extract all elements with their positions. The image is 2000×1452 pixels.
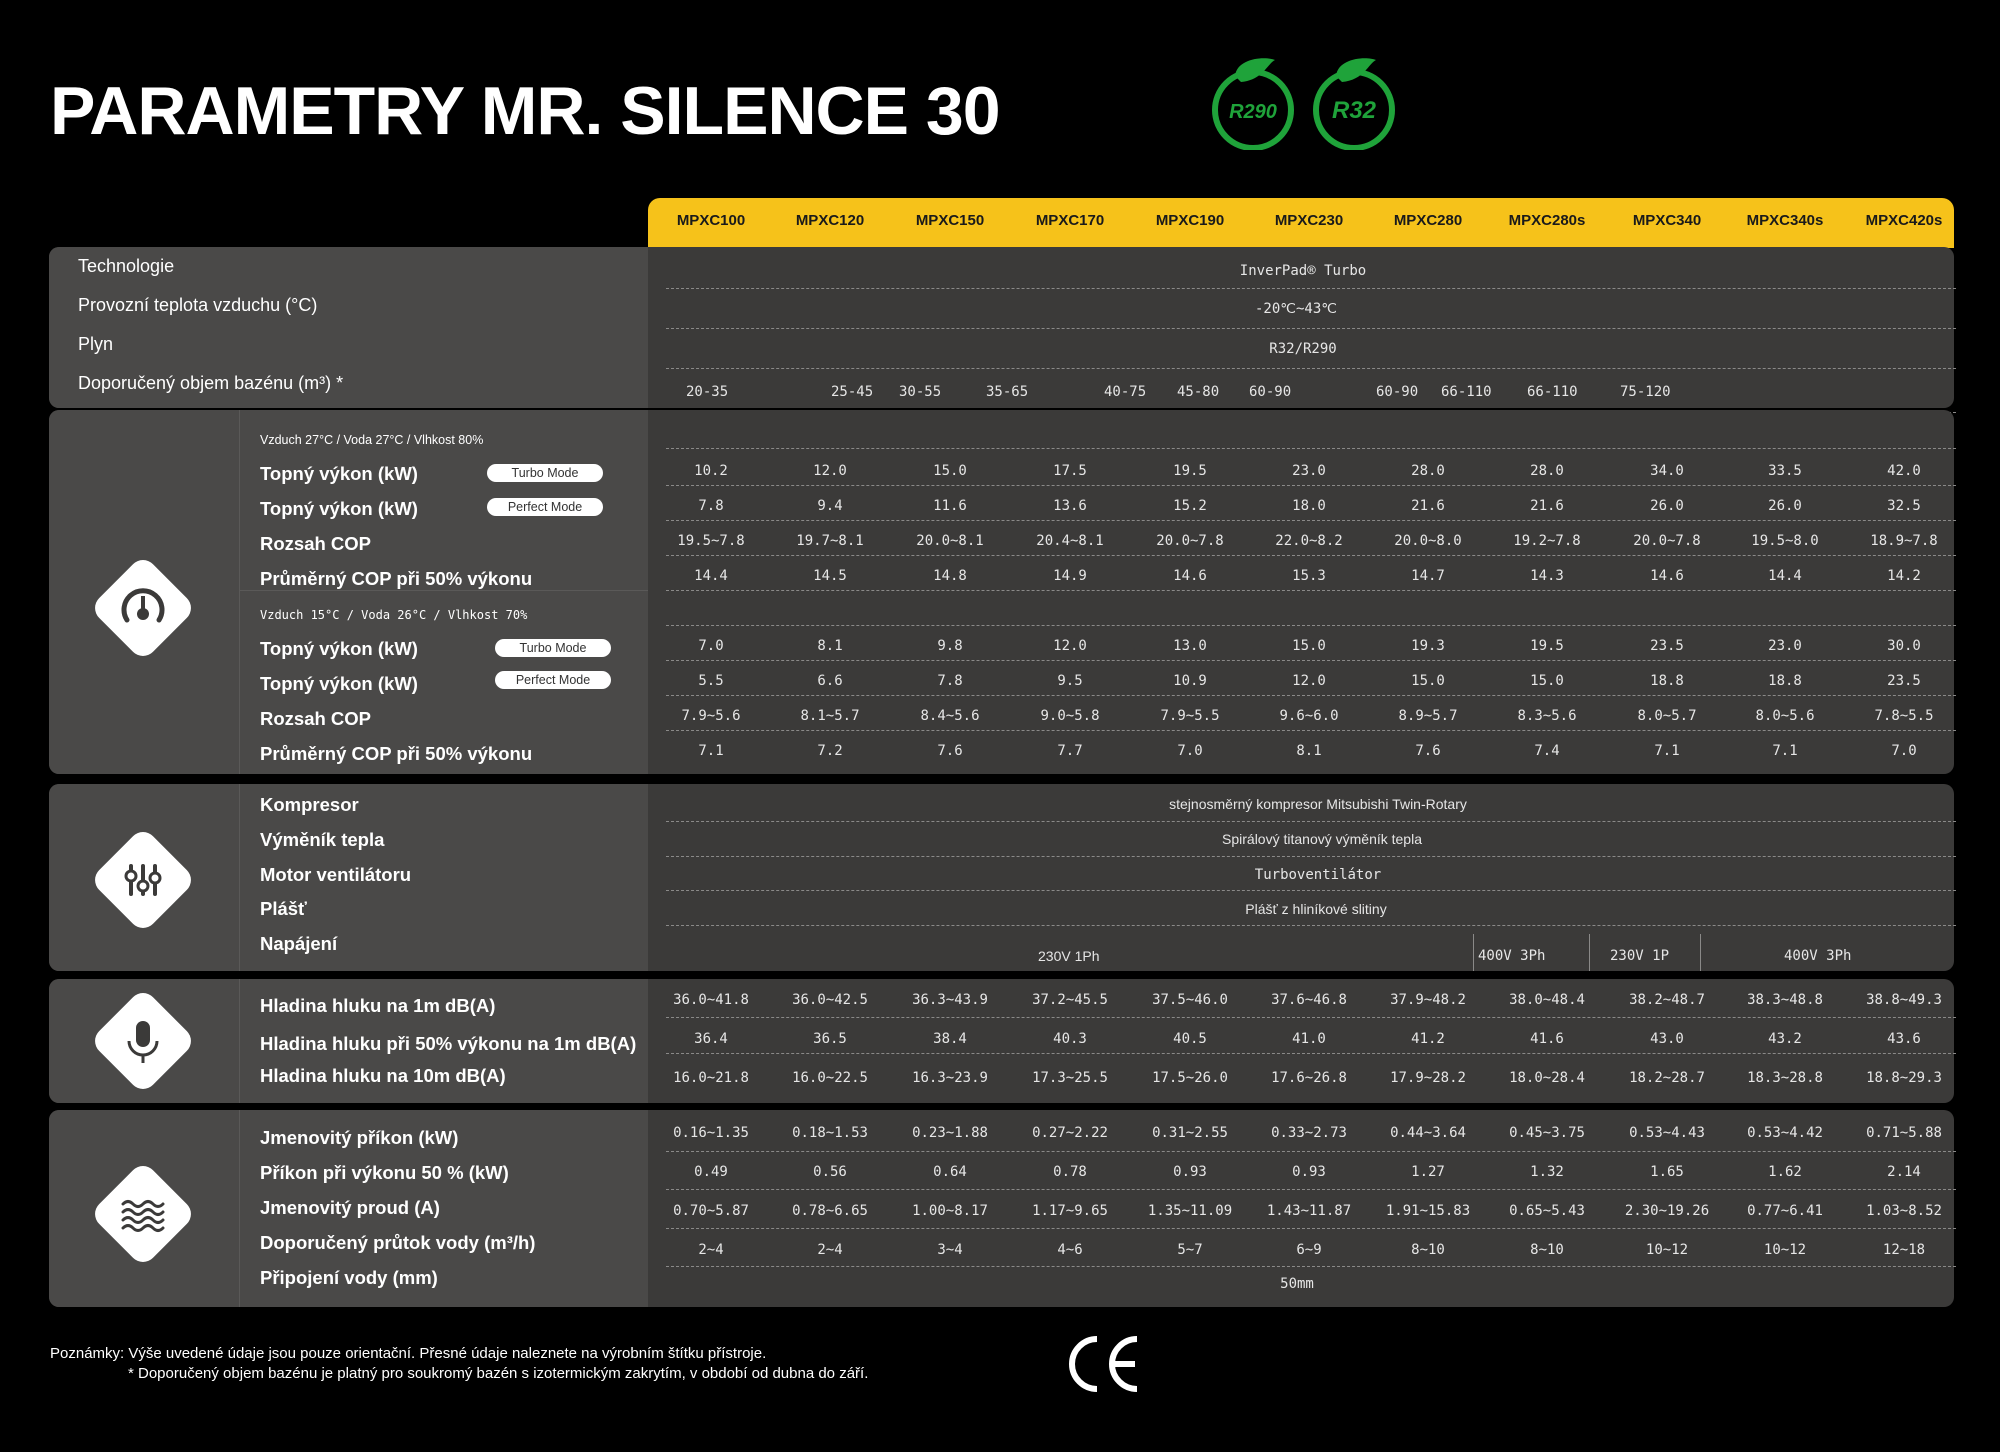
elec-row1-mpxc190: 0.93 xyxy=(1173,1164,1207,1180)
label-rated-power: Jmenovitý příkon (kW) xyxy=(260,1127,459,1148)
label-heating-turbo-2: Topný výkon (kW) xyxy=(260,638,418,659)
noise-row1-mpxc170: 40.3 xyxy=(1053,1031,1087,1047)
elec-row0-mpxc420s: 0.71~5.88 xyxy=(1866,1125,1942,1141)
perf2-row3-mpxc340s: 7.1 xyxy=(1772,743,1798,759)
model-header-mpxc340: MPXC340 xyxy=(1632,212,1702,229)
perf2-row1-mpxc120: 6.6 xyxy=(817,673,843,689)
elec-row3-mpxc340: 10~12 xyxy=(1645,1242,1689,1258)
elec-row1-mpxc230: 0.93 xyxy=(1292,1164,1326,1180)
perf1-row0-mpxc420s: 42.0 xyxy=(1887,463,1921,479)
model-header-mpxc170: MPXC170 xyxy=(1035,212,1105,229)
perf1-row0-mpxc150: 15.0 xyxy=(933,463,967,479)
model-header-mpxc340s: MPXC340s xyxy=(1746,212,1824,229)
pool-volume-mpxc230: 45-80 xyxy=(1177,384,1220,400)
perf1-row2-mpxc170: 20.4~8.1 xyxy=(1036,533,1104,549)
perf1-row0-mpxc120: 12.0 xyxy=(813,463,847,479)
elec-row0-mpxc340: 0.53~4.43 xyxy=(1629,1125,1705,1141)
perf2-row0-mpxc120: 8.1 xyxy=(817,638,843,654)
noise-row0-mpxc420s: 38.8~49.3 xyxy=(1866,992,1942,1008)
gas-value: R32/R290 xyxy=(1269,341,1337,357)
elec-row2-mpxc230: 1.43~11.87 xyxy=(1266,1203,1352,1219)
r32-badge xyxy=(1306,54,1402,150)
power-400v-3ph-2: 400V 3Ph xyxy=(1784,948,1852,964)
model-header-mpxc230: MPXC230 xyxy=(1274,212,1344,229)
perf1-row1-mpxc340s: 26.0 xyxy=(1768,498,1802,514)
perf2-row0-mpxc280: 19.3 xyxy=(1411,638,1445,654)
noise-row0-mpxc280: 37.9~48.2 xyxy=(1390,992,1466,1008)
noise-row2-mpxc340: 18.2~28.7 xyxy=(1629,1070,1705,1086)
elec-row1-mpxc280: 1.27 xyxy=(1411,1164,1445,1180)
pool-volume-mpxc340: 66-110 xyxy=(1441,384,1492,400)
noise-row2-mpxc280: 17.9~28.2 xyxy=(1390,1070,1466,1086)
elec-row3-mpxc280s: 8~10 xyxy=(1530,1242,1564,1258)
label-power-50: Příkon při výkonu 50 % (kW) xyxy=(260,1162,509,1183)
elec-row2-mpxc150: 1.00~8.17 xyxy=(912,1203,988,1219)
page-title: PARAMETRY MR. SILENCE 30 xyxy=(50,73,1000,149)
perf1-row1-mpxc100: 7.8 xyxy=(698,498,724,514)
pool-volume-mpxc170: 35-65 xyxy=(986,384,1029,400)
perf2-row1-mpxc280: 15.0 xyxy=(1411,673,1445,689)
label-casing: Plášť xyxy=(260,898,307,919)
noise-row1-mpxc190: 40.5 xyxy=(1173,1031,1207,1047)
perf1-row3-mpxc190: 14.6 xyxy=(1173,568,1207,584)
perf1-row1-mpxc280: 21.6 xyxy=(1411,498,1445,514)
label-cop-range-2: Rozsah COP xyxy=(260,708,372,729)
perf2-row3-mpxc420s: 7.0 xyxy=(1891,743,1917,759)
pool-volume-mpxc280s: 60-90 xyxy=(1376,384,1419,400)
perf2-row2-mpxc280: 8.9~5.7 xyxy=(1398,708,1458,724)
perf2-row2-mpxc120: 8.1~5.7 xyxy=(800,708,860,724)
perf2-row1-mpxc420s: 23.5 xyxy=(1887,673,1921,689)
noise-row1-mpxc280: 41.2 xyxy=(1411,1031,1445,1047)
perf1-row2-mpxc230: 22.0~8.2 xyxy=(1275,533,1343,549)
label-air-temp: Provozní teplota vzduchu (°C) xyxy=(78,295,318,315)
condition-1: Vzduch 27°C / Voda 27°C / Vlhkost 80% xyxy=(260,433,484,447)
perf2-row0-mpxc340s: 23.0 xyxy=(1768,638,1802,654)
perf2-row1-mpxc190: 10.9 xyxy=(1173,673,1207,689)
perf1-row2-mpxc120: 19.7~8.1 xyxy=(796,533,864,549)
perf2-row0-mpxc230: 15.0 xyxy=(1292,638,1326,654)
elec-row0-mpxc280s: 0.45~3.75 xyxy=(1509,1125,1585,1141)
perf2-row1-mpxc230: 12.0 xyxy=(1292,673,1326,689)
perf1-row3-mpxc120: 14.5 xyxy=(813,568,847,584)
model-header-mpxc150: MPXC150 xyxy=(915,212,985,229)
sliders-icon xyxy=(107,844,179,916)
perf2-row0-mpxc150: 9.8 xyxy=(937,638,963,654)
perf1-row1-mpxc120: 9.4 xyxy=(817,498,843,514)
model-header-mpxc280: MPXC280 xyxy=(1393,212,1463,229)
elec-row3-mpxc150: 3~4 xyxy=(937,1242,963,1258)
noise-row0-mpxc230: 37.6~46.8 xyxy=(1271,992,1347,1008)
gauge-icon xyxy=(107,572,179,644)
perf1-row3-mpxc280: 14.7 xyxy=(1411,568,1445,584)
elec-row2-mpxc340: 2.30~19.26 xyxy=(1624,1203,1710,1219)
perf1-row0-mpxc190: 19.5 xyxy=(1173,463,1207,479)
label-heating-perfect: Topný výkon (kW) xyxy=(260,498,418,519)
perf2-row0-mpxc100: 7.0 xyxy=(698,638,724,654)
pool-volume-mpxc190: 40-75 xyxy=(1104,384,1147,400)
label-noise-50: Hladina hluku při 50% výkonu na 1m dB(A) xyxy=(260,1033,637,1054)
perf2-row3-mpxc280: 7.6 xyxy=(1415,743,1441,759)
elec-row1-mpxc420s: 2.14 xyxy=(1887,1164,1921,1180)
label-cop-range: Rozsah COP xyxy=(260,533,372,554)
perf2-row3-mpxc340: 7.1 xyxy=(1654,743,1680,759)
model-header xyxy=(648,198,1954,248)
perf1-row2-mpxc100: 19.5~7.8 xyxy=(677,533,745,549)
water-connection-value: 50mm xyxy=(1280,1276,1314,1292)
elec-row1-mpxc100: 0.49 xyxy=(694,1164,728,1180)
perf2-row3-mpxc230: 8.1 xyxy=(1296,743,1322,759)
perf2-row0-mpxc420s: 30.0 xyxy=(1887,638,1921,654)
elec-row1-mpxc280s: 1.32 xyxy=(1530,1164,1564,1180)
perf1-row0-mpxc280: 28.0 xyxy=(1411,463,1445,479)
elec-row0-mpxc170: 0.27~2.22 xyxy=(1032,1125,1108,1141)
perf1-row2-mpxc420s: 18.9~7.8 xyxy=(1870,533,1938,549)
elec-row1-mpxc340s: 1.62 xyxy=(1768,1164,1802,1180)
compressor-value: stejnosměrný kompresor Mitsubishi Twin-Rotary xyxy=(1169,796,1467,812)
perf1-row0-mpxc100: 10.2 xyxy=(694,463,728,479)
perf1-row3-mpxc420s: 14.2 xyxy=(1887,568,1921,584)
elec-row2-mpxc120: 0.78~6.65 xyxy=(792,1203,868,1219)
label-gas: Plyn xyxy=(78,334,114,354)
noise-row1-mpxc150: 38.4 xyxy=(933,1031,967,1047)
perf1-row3-mpxc340s: 14.4 xyxy=(1768,568,1802,584)
elec-row0-mpxc150: 0.23~1.88 xyxy=(912,1125,988,1141)
label-noise-1m: Hladina hluku na 1m dB(A) xyxy=(260,995,496,1016)
perf1-row1-mpxc340: 26.0 xyxy=(1650,498,1684,514)
elec-row3-mpxc100: 2~4 xyxy=(698,1242,724,1258)
note-line-1: Poznámky: Výše uvedené údaje jsou pouze orientační. Přesné údaje naleznete na výrobním štítku přístroje. xyxy=(50,1345,767,1362)
noise-row1-mpxc120: 36.5 xyxy=(813,1031,847,1047)
noise-row0-mpxc340s: 38.3~48.8 xyxy=(1747,992,1823,1008)
perf1-row1-mpxc280s: 21.6 xyxy=(1530,498,1564,514)
elec-row3-mpxc280: 8~10 xyxy=(1411,1242,1445,1258)
label-heat-exchanger: Výměník tepla xyxy=(260,829,385,850)
note-line-2: * Doporučený objem bazénu je platný pro soukromý bazén s izotermickým zakrytím, v období od dubna do září. xyxy=(128,1365,869,1382)
label-water-flow: Doporučený průtok vody (m³/h) xyxy=(260,1232,536,1253)
perf1-row3-mpxc280s: 14.3 xyxy=(1530,568,1564,584)
label-avg-cop: Průměrný COP při 50% výkonu xyxy=(260,568,533,589)
elec-row0-mpxc100: 0.16~1.35 xyxy=(673,1125,749,1141)
temp-range-value: -20℃~43℃ xyxy=(1254,301,1338,317)
elec-row3-mpxc190: 5~7 xyxy=(1177,1242,1203,1258)
perf2-row3-mpxc100: 7.1 xyxy=(698,743,724,759)
power-230v-1p: 230V 1P xyxy=(1610,948,1670,964)
perf2-row3-mpxc120: 7.2 xyxy=(817,743,843,759)
perf2-row3-mpxc280s: 7.4 xyxy=(1534,743,1560,759)
perf2-row1-mpxc170: 9.5 xyxy=(1057,673,1083,689)
noise-row2-mpxc340s: 18.3~28.8 xyxy=(1747,1070,1823,1086)
perf2-row3-mpxc190: 7.0 xyxy=(1177,743,1203,759)
water-waves-icon xyxy=(107,1178,179,1250)
noise-row0-mpxc170: 37.2~45.5 xyxy=(1032,992,1108,1008)
perf1-row0-mpxc230: 23.0 xyxy=(1292,463,1326,479)
perf2-row1-mpxc340s: 18.8 xyxy=(1768,673,1802,689)
elec-row2-mpxc420s: 1.03~8.52 xyxy=(1866,1203,1942,1219)
elec-row2-mpxc280: 1.91~15.83 xyxy=(1385,1203,1471,1219)
perf2-row2-mpxc340: 8.0~5.7 xyxy=(1637,708,1697,724)
perf1-row2-mpxc190: 20.0~7.8 xyxy=(1156,533,1224,549)
model-header-mpxc120: MPXC120 xyxy=(795,212,865,229)
fan-value: Turboventilátor xyxy=(1254,867,1382,883)
label-rated-current: Jmenovitý proud (A) xyxy=(260,1197,440,1218)
exchanger-value: Spirálový titanový výměník tepla xyxy=(1222,831,1422,847)
elec-row2-mpxc340s: 0.77~6.41 xyxy=(1747,1203,1823,1219)
perf1-row2-mpxc280s: 19.2~7.8 xyxy=(1513,533,1581,549)
perf1-row0-mpxc170: 17.5 xyxy=(1053,463,1087,479)
elec-row3-mpxc120: 2~4 xyxy=(817,1242,843,1258)
perf1-row1-mpxc230: 18.0 xyxy=(1292,498,1326,514)
pool-volume-mpxc420s: 75-120 xyxy=(1620,384,1671,400)
label-heating-perfect-2: Topný výkon (kW) xyxy=(260,673,418,694)
perf1-row0-mpxc340s: 33.5 xyxy=(1768,463,1802,479)
microphone-icon xyxy=(107,1005,179,1077)
noise-row1-mpxc230: 41.0 xyxy=(1292,1031,1326,1047)
elec-row0-mpxc340s: 0.53~4.42 xyxy=(1747,1125,1823,1141)
perf1-row1-mpxc420s: 32.5 xyxy=(1887,498,1921,514)
perf2-row2-mpxc100: 7.9~5.6 xyxy=(681,708,741,724)
model-header-mpxc280s: MPXC280s xyxy=(1508,212,1586,229)
label-compressor: Kompresor xyxy=(260,794,359,815)
label-heating-turbo: Topný výkon (kW) xyxy=(260,463,418,484)
perf2-row1-mpxc100: 5.5 xyxy=(698,673,724,689)
elec-row3-mpxc230: 6~9 xyxy=(1296,1242,1322,1258)
noise-row2-mpxc120: 16.0~22.5 xyxy=(792,1070,868,1086)
label-fan-motor: Motor ventilátoru xyxy=(260,864,412,885)
perf1-row2-mpxc280: 20.0~8.0 xyxy=(1394,533,1462,549)
turbo-mode-badge-2: Turbo Mode xyxy=(495,639,611,657)
perf1-row0-mpxc280s: 28.0 xyxy=(1530,463,1564,479)
footnotes xyxy=(50,1345,868,1385)
model-header-mpxc420s: MPXC420s xyxy=(1865,212,1943,229)
noise-row1-mpxc340: 43.0 xyxy=(1650,1031,1684,1047)
elec-row2-mpxc100: 0.70~5.87 xyxy=(673,1203,749,1219)
perf1-row3-mpxc170: 14.9 xyxy=(1053,568,1087,584)
noise-row0-mpxc280s: 38.0~48.4 xyxy=(1509,992,1585,1008)
elec-row1-mpxc340: 1.65 xyxy=(1650,1164,1684,1180)
perf2-row2-mpxc170: 9.0~5.8 xyxy=(1040,708,1100,724)
perf1-row1-mpxc150: 11.6 xyxy=(933,498,967,514)
elec-row2-mpxc170: 1.17~9.65 xyxy=(1032,1203,1108,1219)
pool-volume-mpxc150: 30-55 xyxy=(899,384,942,400)
perf1-row1-mpxc170: 13.6 xyxy=(1053,498,1087,514)
model-header-mpxc190: MPXC190 xyxy=(1155,212,1225,229)
noise-row1-mpxc280s: 41.6 xyxy=(1530,1031,1564,1047)
condition-2: Vzduch 15°C / Voda 26°C / Vlhkost 70% xyxy=(260,608,528,622)
noise-row1-mpxc340s: 43.2 xyxy=(1768,1031,1802,1047)
power-400v-3ph: 400V 3Ph xyxy=(1478,948,1546,964)
elec-row1-mpxc120: 0.56 xyxy=(813,1164,847,1180)
label-power: Napájení xyxy=(260,933,338,954)
elec-row0-mpxc190: 0.31~2.55 xyxy=(1152,1125,1228,1141)
noise-row2-mpxc420s: 18.8~29.3 xyxy=(1866,1070,1942,1086)
noise-row0-mpxc120: 36.0~42.5 xyxy=(792,992,868,1008)
pool-volume-mpxc280: 60-90 xyxy=(1249,384,1292,400)
perf2-row1-mpxc280s: 15.0 xyxy=(1530,673,1564,689)
perf2-row0-mpxc340: 23.5 xyxy=(1650,638,1684,654)
perf2-row1-mpxc340: 18.8 xyxy=(1650,673,1684,689)
elec-row1-mpxc170: 0.78 xyxy=(1053,1164,1087,1180)
perf1-row3-mpxc340: 14.6 xyxy=(1650,568,1684,584)
noise-row2-mpxc170: 17.3~25.5 xyxy=(1032,1070,1108,1086)
perf1-row3-mpxc150: 14.8 xyxy=(933,568,967,584)
elec-row2-mpxc280s: 0.65~5.43 xyxy=(1509,1203,1585,1219)
label-technology: Technologie xyxy=(78,256,175,276)
perf1-row0-mpxc340: 34.0 xyxy=(1650,463,1684,479)
noise-row1-mpxc100: 36.4 xyxy=(694,1031,728,1047)
label-avg-cop-2: Průměrný COP při 50% výkonu xyxy=(260,743,533,764)
noise-row0-mpxc190: 37.5~46.0 xyxy=(1152,992,1228,1008)
r290-label: R290 xyxy=(1229,101,1277,123)
elec-row3-mpxc340s: 10~12 xyxy=(1763,1242,1807,1258)
perf2-row3-mpxc150: 7.6 xyxy=(937,743,963,759)
perfect-mode-badge: Perfect Mode xyxy=(487,498,603,516)
perf2-row3-mpxc170: 7.7 xyxy=(1057,743,1083,759)
ce-mark-icon xyxy=(1063,1333,1143,1395)
label-water-connection: Připojení vody (mm) xyxy=(260,1267,438,1288)
r32-label: R32 xyxy=(1331,97,1377,124)
turbo-mode-badge: Turbo Mode xyxy=(487,464,603,482)
perf2-row1-mpxc150: 7.8 xyxy=(937,673,963,689)
perf1-row1-mpxc190: 15.2 xyxy=(1173,498,1207,514)
perf2-row0-mpxc170: 12.0 xyxy=(1053,638,1087,654)
elec-row3-mpxc420s: 12~18 xyxy=(1882,1242,1926,1258)
perf1-row2-mpxc340s: 19.5~8.0 xyxy=(1751,533,1819,549)
noise-row2-mpxc150: 16.3~23.9 xyxy=(912,1070,988,1086)
power-230v-1ph: 230V 1Ph xyxy=(1038,948,1100,964)
elec-row0-mpxc120: 0.18~1.53 xyxy=(792,1125,868,1141)
noise-row1-mpxc420s: 43.6 xyxy=(1887,1031,1921,1047)
elec-row0-mpxc230: 0.33~2.73 xyxy=(1271,1125,1347,1141)
perf2-row2-mpxc340s: 8.0~5.6 xyxy=(1755,708,1815,724)
perf2-row2-mpxc190: 7.9~5.5 xyxy=(1160,708,1220,724)
perf1-row3-mpxc230: 15.3 xyxy=(1292,568,1326,584)
noise-row0-mpxc100: 36.0~41.8 xyxy=(673,992,749,1008)
noise-row2-mpxc280s: 18.0~28.4 xyxy=(1509,1070,1585,1086)
technology-value: InverPad® Turbo xyxy=(1239,263,1367,279)
noise-row2-mpxc190: 17.5~26.0 xyxy=(1152,1070,1228,1086)
noise-row0-mpxc150: 36.3~43.9 xyxy=(912,992,988,1008)
model-header-mpxc100: MPXC100 xyxy=(676,212,746,229)
elec-row1-mpxc150: 0.64 xyxy=(933,1164,967,1180)
perf2-row0-mpxc280s: 19.5 xyxy=(1530,638,1564,654)
elec-row3-mpxc170: 4~6 xyxy=(1057,1242,1083,1258)
perf1-row2-mpxc150: 20.0~8.1 xyxy=(916,533,984,549)
casing-value: Plášť z hliníkové slitiny xyxy=(1245,901,1387,917)
perfect-mode-badge-2: Perfect Mode xyxy=(495,671,611,689)
label-pool-volume: Doporučený objem bazénu (m³) * xyxy=(78,373,344,393)
label-noise-10m: Hladina hluku na 10m dB(A) xyxy=(260,1065,506,1086)
perf2-row2-mpxc150: 8.4~5.6 xyxy=(920,708,980,724)
pool-volume-mpxc340s: 66-110 xyxy=(1527,384,1578,400)
noise-row2-mpxc100: 16.0~21.8 xyxy=(673,1070,749,1086)
perf1-row3-mpxc100: 14.4 xyxy=(694,568,728,584)
r290-badge xyxy=(1205,54,1301,150)
pool-volume-mpxc100: 20-35 xyxy=(686,384,729,400)
elec-row0-mpxc280: 0.44~3.64 xyxy=(1390,1125,1466,1141)
elec-row2-mpxc190: 1.35~11.09 xyxy=(1147,1203,1233,1219)
perf1-row2-mpxc340: 20.0~7.8 xyxy=(1633,533,1701,549)
pool-volume-mpxc120: 25-45 xyxy=(831,384,874,400)
perf2-row2-mpxc230: 9.6~6.0 xyxy=(1279,708,1339,724)
perf2-row2-mpxc420s: 7.8~5.5 xyxy=(1874,708,1934,724)
perf2-row0-mpxc190: 13.0 xyxy=(1173,638,1207,654)
perf2-row2-mpxc280s: 8.3~5.6 xyxy=(1517,708,1577,724)
noise-row0-mpxc340: 38.2~48.7 xyxy=(1629,992,1705,1008)
noise-row2-mpxc230: 17.6~26.8 xyxy=(1271,1070,1347,1086)
